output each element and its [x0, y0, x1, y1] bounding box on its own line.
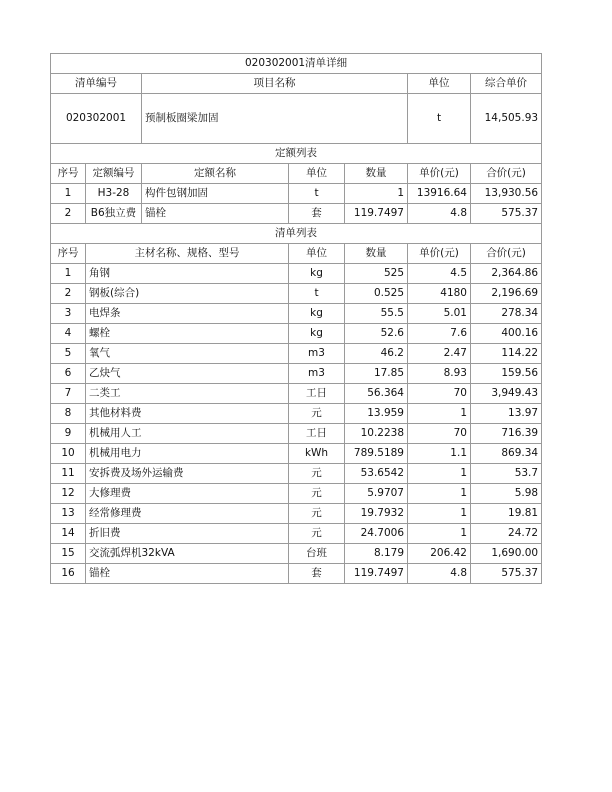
quota-row-name: 构件包钢加固: [142, 184, 289, 204]
header-value-row: [51, 94, 542, 144]
quota-row-total: 575.37: [471, 204, 542, 224]
material-row-name: 大修理费: [86, 484, 289, 504]
material-row-unit: 工日: [289, 384, 345, 404]
quota-col-name: 定额名称: [142, 164, 289, 184]
material-row-unit: kg: [289, 324, 345, 344]
material-row-price: 70: [408, 424, 471, 444]
material-row-unit: kg: [289, 304, 345, 324]
materials-section-row: [51, 224, 542, 244]
material-row: [51, 444, 542, 464]
material-row-name: 二类工: [86, 384, 289, 404]
material-row: [51, 524, 542, 544]
material-row-price: 206.42: [408, 544, 471, 564]
material-row-qty: 56.364: [345, 384, 408, 404]
quota-row-code: H3-28: [86, 184, 142, 204]
material-row-price: 4.8: [408, 564, 471, 584]
quota-row-price: 4.8: [408, 204, 471, 224]
material-row-no: 6: [51, 364, 86, 384]
material-row-total: 159.56: [471, 364, 542, 384]
material-row-price: 70: [408, 384, 471, 404]
material-row-no: 3: [51, 304, 86, 324]
material-row-no: 10: [51, 444, 86, 464]
material-row: [51, 344, 542, 364]
quota-row-unit: t: [289, 184, 345, 204]
material-row-qty: 525: [345, 264, 408, 284]
material-row-name: 折旧费: [86, 524, 289, 544]
bill-detail-table: [50, 53, 542, 584]
material-row-unit: 台班: [289, 544, 345, 564]
material-row-no: 14: [51, 524, 86, 544]
material-row-no: 1: [51, 264, 86, 284]
quota-row-qty: 119.7497: [345, 204, 408, 224]
material-row-name: 其他材料费: [86, 404, 289, 424]
material-row-no: 7: [51, 384, 86, 404]
material-row-name: 钢板(综合): [86, 284, 289, 304]
quota-col-price: 单价(元): [408, 164, 471, 184]
material-row-no: 11: [51, 464, 86, 484]
material-row-qty: 24.7006: [345, 524, 408, 544]
material-row: [51, 484, 542, 504]
material-row-total: 278.34: [471, 304, 542, 324]
material-row-total: 19.81: [471, 504, 542, 524]
material-row-price: 5.01: [408, 304, 471, 324]
quota-row-no: 2: [51, 204, 86, 224]
quota-row-code: B6独立费: [86, 204, 142, 224]
composite-price: 14,505.93: [471, 94, 542, 144]
quota-col-no: 序号: [51, 164, 86, 184]
material-row-no: 8: [51, 404, 86, 424]
material-row-qty: 46.2: [345, 344, 408, 364]
material-row-total: 716.39: [471, 424, 542, 444]
material-row: [51, 504, 542, 524]
material-row-total: 869.34: [471, 444, 542, 464]
material-row: [51, 404, 542, 424]
material-row-name: 经常修理费: [86, 504, 289, 524]
price-label: 综合单价: [471, 74, 542, 94]
project-name: 预制板圈梁加固: [142, 94, 408, 144]
unit-label: 单位: [408, 74, 471, 94]
quota-row: [51, 184, 542, 204]
material-row-total: 400.16: [471, 324, 542, 344]
material-row-price: 1: [408, 464, 471, 484]
code-label: 清单编号: [51, 74, 142, 94]
materials-col-price: 单价(元): [408, 244, 471, 264]
material-row-qty: 789.5189: [345, 444, 408, 464]
material-row-unit: 套: [289, 564, 345, 584]
materials-col-total: 合价(元): [471, 244, 542, 264]
bill-code: 020302001: [51, 94, 142, 144]
material-row-unit: m3: [289, 344, 345, 364]
material-row-name: 安拆费及场外运输费: [86, 464, 289, 484]
material-row-unit: 工日: [289, 424, 345, 444]
quota-header-row: [51, 164, 542, 184]
material-row-no: 4: [51, 324, 86, 344]
quota-row-no: 1: [51, 184, 86, 204]
material-row-total: 114.22: [471, 344, 542, 364]
materials-section-title: 清单列表: [51, 224, 542, 244]
material-row-name: 锚栓: [86, 564, 289, 584]
material-row-unit: 元: [289, 524, 345, 544]
quota-section-title: 定额列表: [51, 144, 542, 164]
material-row: [51, 564, 542, 584]
materials-col-no: 序号: [51, 244, 86, 264]
materials-col-unit: 单位: [289, 244, 345, 264]
quota-row-total: 13,930.56: [471, 184, 542, 204]
material-row-total: 5.98: [471, 484, 542, 504]
material-row-qty: 19.7932: [345, 504, 408, 524]
material-row-qty: 8.179: [345, 544, 408, 564]
sheet-title: 020302001清单详细: [51, 54, 542, 74]
material-row-no: 13: [51, 504, 86, 524]
material-row: [51, 304, 542, 324]
quota-row-unit: 套: [289, 204, 345, 224]
quota-col-code: 定额编号: [86, 164, 142, 184]
material-row-qty: 53.6542: [345, 464, 408, 484]
material-row-price: 2.47: [408, 344, 471, 364]
material-row-price: 8.93: [408, 364, 471, 384]
header-label-row: [51, 74, 542, 94]
title-row: [51, 54, 542, 74]
material-row-price: 1: [408, 524, 471, 544]
material-row-name: 机械用电力: [86, 444, 289, 464]
material-row-price: 7.6: [408, 324, 471, 344]
quota-row: [51, 204, 542, 224]
material-row: [51, 364, 542, 384]
material-row-total: 13.97: [471, 404, 542, 424]
material-row-price: 1.1: [408, 444, 471, 464]
material-row-price: 1: [408, 484, 471, 504]
material-row-unit: 元: [289, 464, 345, 484]
material-row-total: 53.7: [471, 464, 542, 484]
material-row-qty: 5.9707: [345, 484, 408, 504]
material-row-price: 1: [408, 504, 471, 524]
material-row: [51, 464, 542, 484]
material-row-name: 乙炔气: [86, 364, 289, 384]
material-row-unit: 元: [289, 404, 345, 424]
material-row-total: 3,949.43: [471, 384, 542, 404]
material-row-price: 1: [408, 404, 471, 424]
material-row-name: 电焊条: [86, 304, 289, 324]
materials-col-qty: 数量: [345, 244, 408, 264]
quota-col-qty: 数量: [345, 164, 408, 184]
quota-section-row: [51, 144, 542, 164]
material-row-price: 4180: [408, 284, 471, 304]
quota-col-total: 合价(元): [471, 164, 542, 184]
material-row-qty: 119.7497: [345, 564, 408, 584]
material-row-name: 氧气: [86, 344, 289, 364]
material-row-qty: 0.525: [345, 284, 408, 304]
material-row-name: 交流弧焊机32kVA: [86, 544, 289, 564]
material-row-qty: 55.5: [345, 304, 408, 324]
material-row-qty: 52.6: [345, 324, 408, 344]
materials-header-row: [51, 244, 542, 264]
material-row-no: 12: [51, 484, 86, 504]
material-row-no: 2: [51, 284, 86, 304]
bill-unit: t: [408, 94, 471, 144]
quota-row-price: 13916.64: [408, 184, 471, 204]
quota-col-unit: 单位: [289, 164, 345, 184]
material-row: [51, 384, 542, 404]
material-row-name: 角钢: [86, 264, 289, 284]
material-row: [51, 324, 542, 344]
material-row-no: 16: [51, 564, 86, 584]
material-row-name: 机械用人工: [86, 424, 289, 444]
material-row-total: 24.72: [471, 524, 542, 544]
material-row-total: 2,364.86: [471, 264, 542, 284]
material-row-unit: 元: [289, 504, 345, 524]
materials-col-name: 主材名称、规格、型号: [86, 244, 289, 264]
name-label: 项目名称: [142, 74, 408, 94]
quota-row-name: 锚栓: [142, 204, 289, 224]
material-row-no: 15: [51, 544, 86, 564]
material-row-price: 4.5: [408, 264, 471, 284]
material-row-qty: 17.85: [345, 364, 408, 384]
material-row-unit: kWh: [289, 444, 345, 464]
material-row-unit: kg: [289, 264, 345, 284]
material-row-unit: 元: [289, 484, 345, 504]
material-row-name: 螺栓: [86, 324, 289, 344]
material-row: [51, 424, 542, 444]
material-row: [51, 264, 542, 284]
material-row-qty: 13.959: [345, 404, 408, 424]
quota-row-qty: 1: [345, 184, 408, 204]
material-row-total: 575.37: [471, 564, 542, 584]
material-row-no: 5: [51, 344, 86, 364]
material-row: [51, 284, 542, 304]
material-row-unit: t: [289, 284, 345, 304]
material-row-total: 2,196.69: [471, 284, 542, 304]
material-row-qty: 10.2238: [345, 424, 408, 444]
material-row-total: 1,690.00: [471, 544, 542, 564]
material-row-no: 9: [51, 424, 86, 444]
material-row: [51, 544, 542, 564]
material-row-unit: m3: [289, 364, 345, 384]
